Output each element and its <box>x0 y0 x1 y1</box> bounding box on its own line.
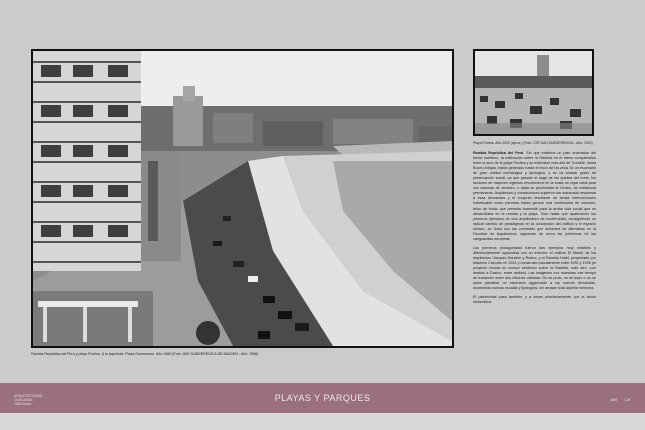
footer-band <box>0 383 645 413</box>
small-photo-playa-pocitos <box>473 49 594 136</box>
sponsor-logo-2: CdF <box>624 398 631 402</box>
article-paragraph-1 <box>473 151 596 242</box>
small-photo-illustration <box>475 51 592 134</box>
sponsor-logo-1: IMM <box>610 398 618 402</box>
article-heading: Rambla República del Perú. <box>473 151 525 155</box>
article-paragraph-3: El patrimonial pasa también, y a veces prioritariamente, por la visión urbanística. <box>473 295 596 305</box>
series-logo-line-1: ARQUITECTURAS <box>14 394 43 398</box>
article-paragraph-1-body: Sin que existiera un plan ordenador del frente marítimo, la edificación sobre la Rambla en el tramo comprendido entre el arco de la playa Pocitos y su extensión más allá de Trouville, hasta Buceo Artigas, había generado hasta el inicio de los años 30 un escenario de gran unidad morfológica y tipológica, y se va arrasar grado de preservación social, ya que pasado el auge de las quintas del norte, los sectores de mayores ingresos encontraron en la costa un lugar ideal para sus casonas de veraneo, o dada su proximidad al Centro, de residencia permanente. Arquitectos y constructores supieron dar adecuada respuesta a esas demandas y el conjunto resultante de tantas intervenciones individuales como parcelas había generó una continuidad de volumen, telón de fondo que permitía transmitir para la arriba vida social que se desarrollaba en la rambla y la playa. Todo hasta que aparecieron los primeros ejemplos de una arquitectura de modernidad, consiguiendo un radical cambio de paradigmas en la concepción del edificio y el espacio urbano, en línea con las corrientes que entonces se afirmaban en la Facultad de Arquitectura, siguiendo de cerca las polémicas de las vanguardias europeas. <box>473 151 596 241</box>
article-text <box>473 151 596 309</box>
main-photo-rambla-pocitos <box>31 49 454 348</box>
small-photo-caption: Playa Pocitos. Año 1920 (aprox.) (Foto: CDF-IMO-SUBGERENCIA - Año: 1920) <box>473 141 593 145</box>
series-logo-line-2: OLVIDADAS <box>14 398 33 402</box>
section-title: PLAYAS Y PARQUES <box>274 393 371 403</box>
bottom-strip <box>0 413 645 430</box>
main-photo-caption: Rambla República del Perú y playa Pocitos. A la izquierda: Plaza Gomensoro. Año 1960 (Foto: IMO-SUBGERENCIA DE IMAGEN - Año: 1966) <box>31 352 259 356</box>
article-paragraph-2: Los primeros protagonistas fueron dos ejemplos muy notables y diferencialmente rupturistas con su entorno: el edificio El Mástil, de los arquitectos Vázquez Barrière y Ruano, y el Rambla Hotel, proyectado por Mauricio Cravotto en 1931 y construido parcialmente entre 1932 y 1935 (el proyecto incluía un cuerpo simétrico sobre la Rambla, más otro -con destino a Casino- entre ambos). Las imágenes nos muestran ese tiempo de transición entre dos visiones urbanas. No se pudo, no se supo o no se quiso planificar un escenario aggiornado a los nuevos demandas, asumiendo nuevas escalas y tipologías, sin arrasar toda aquella memoria. <box>473 245 596 291</box>
main-photo-illustration <box>33 51 452 346</box>
sponsor-logos <box>605 398 631 402</box>
series-logo-line-3: 1930-Ahora <box>14 402 32 406</box>
